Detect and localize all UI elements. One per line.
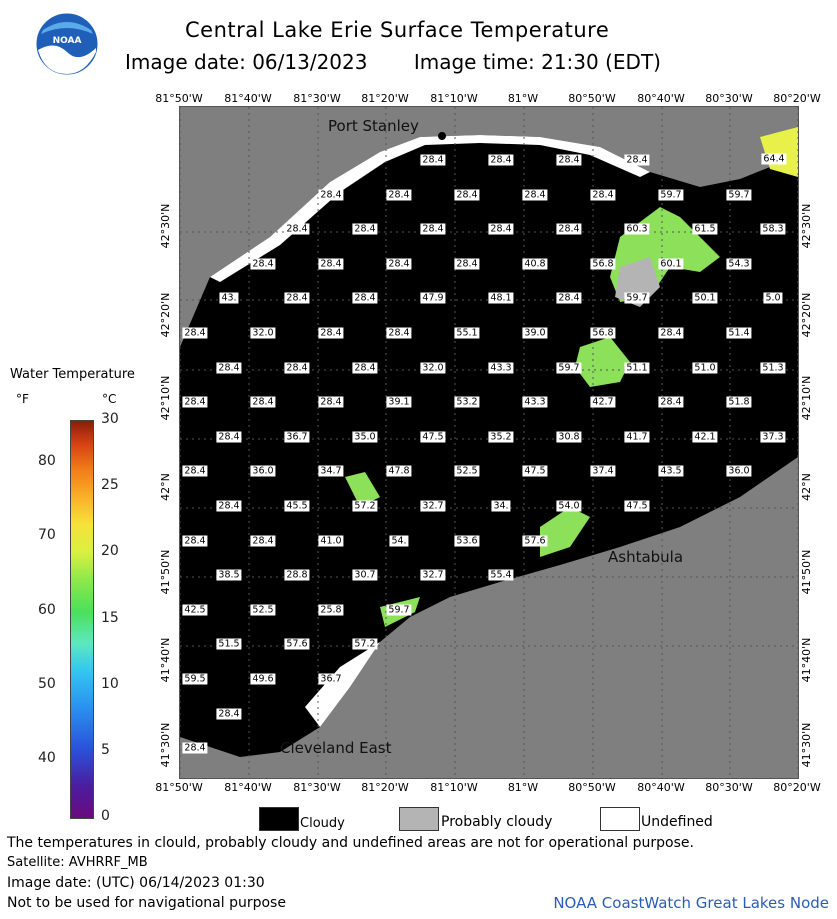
temperature-value: 60.1 — [660, 258, 682, 270]
temperature-value: 36.0 — [252, 465, 274, 477]
temperature-value: 34. — [493, 500, 509, 512]
temperature-colorbar — [70, 420, 94, 819]
navigation-warning: Not to be used for navigational purpose — [7, 895, 286, 911]
longitude-label-bottom: 81°20'W — [361, 781, 409, 794]
temperature-value: 28.4 — [184, 535, 206, 547]
temperature-value: 60.3 — [626, 223, 648, 235]
temperature-value: 28.4 — [184, 396, 206, 408]
satellite-text: Satellite: AVHRRF_MB — [7, 855, 148, 870]
latitude-label-right: 41°30'N — [800, 722, 813, 768]
latitude-label-left: 41°50'N — [159, 549, 172, 595]
longitude-label-bottom: 80°50'W — [568, 781, 616, 794]
longitude-label-top: 80°40'W — [637, 92, 685, 105]
temperature-value: 34.7 — [320, 465, 342, 477]
legend-title: Water Temperature — [10, 367, 135, 382]
longitude-label-top: 81°30'W — [293, 92, 341, 105]
temperature-value: 36.7 — [286, 431, 308, 443]
longitude-label-top: 80°50'W — [568, 92, 616, 105]
temperature-value: 28.4 — [388, 258, 410, 270]
temperature-value: 28.4 — [558, 292, 580, 304]
temperature-value: 41.7 — [626, 431, 648, 443]
disclaimer-text: The temperatures in clould, probably cloudy and undefined areas are not for operational purpose. — [7, 835, 694, 851]
temperature-value: 42.7 — [592, 396, 614, 408]
temperature-value: 41.0 — [320, 535, 342, 547]
longitude-label-top: 81°40'W — [224, 92, 272, 105]
temperature-value: 57.2 — [354, 638, 376, 650]
temperature-value: 25.8 — [320, 604, 342, 616]
temperature-value: 28.8 — [286, 569, 308, 581]
temperature-value: 28.4 — [354, 362, 376, 374]
image-date: Image date: 06/13/2023 — [125, 50, 368, 74]
temperature-value: 28.4 — [422, 223, 444, 235]
temperature-value: 28.4 — [524, 189, 546, 201]
temperature-value: 28.4 — [218, 431, 240, 443]
fahrenheit-tick: 70 — [38, 527, 56, 543]
temperature-value: 42.5 — [184, 604, 206, 616]
place-cleveland-east: Cleveland East — [280, 739, 392, 757]
place-port-stanley: Port Stanley — [328, 117, 419, 135]
temperature-value: 52.5 — [252, 604, 274, 616]
celsius-tick: 20 — [101, 543, 119, 560]
temperature-value: 35.2 — [490, 431, 512, 443]
key-undefined-swatch — [600, 807, 640, 831]
latitude-label-right: 41°40'N — [800, 637, 813, 683]
temperature-value: 57.6 — [524, 535, 546, 547]
temperature-value: 28.4 — [184, 327, 206, 339]
latitude-label-right: 42°20'N — [800, 292, 813, 338]
key-cloudy-label: Cloudy — [300, 816, 345, 831]
temperature-value: 28.4 — [286, 223, 308, 235]
temperature-value: 30.8 — [558, 431, 580, 443]
temperature-value: 28.4 — [490, 223, 512, 235]
temperature-value: 28.4 — [252, 535, 274, 547]
temperature-value: 28.4 — [320, 258, 342, 270]
temperature-value: 36.7 — [320, 673, 342, 685]
longitude-label-top: 80°20'W — [773, 92, 821, 105]
latitude-label-right: 41°50'N — [800, 549, 813, 595]
temperature-value: 53.6 — [456, 535, 478, 547]
temperature-value: 47.5 — [524, 465, 546, 477]
temperature-value: 40.8 — [524, 258, 546, 270]
corner-temperature: 64.4 — [763, 153, 785, 165]
image-time: Image time: 21:30 (EDT) — [413, 50, 661, 74]
temperature-value: 54.3 — [728, 258, 750, 270]
temperature-value: 51.8 — [728, 396, 750, 408]
date-line — [125, 50, 701, 74]
temperature-value: 32.7 — [422, 500, 444, 512]
temperature-value: 28.4 — [660, 327, 682, 339]
latitude-label-left: 42°N — [159, 473, 172, 501]
temperature-value: 43.3 — [524, 396, 546, 408]
latitude-label-left: 42°20'N — [159, 292, 172, 338]
map-panel — [179, 106, 799, 779]
temperature-value: 49.6 — [252, 673, 274, 685]
temperature-value: 47.5 — [422, 431, 444, 443]
temperature-value: 47.5 — [626, 500, 648, 512]
temperature-value: 61.5 — [694, 223, 716, 235]
temperature-value: 28.4 — [558, 154, 580, 166]
temperature-value: 59.7 — [660, 189, 682, 201]
temperature-value: 28.4 — [320, 189, 342, 201]
temperature-value: 51.3 — [762, 362, 784, 374]
temperature-value: 43. — [221, 292, 237, 304]
temperature-value: 37.3 — [762, 431, 784, 443]
temperature-value: 54.0 — [558, 500, 580, 512]
temperature-value: 5.0 — [765, 292, 781, 304]
celsius-tick: 0 — [101, 808, 110, 825]
temperature-value: 28.4 — [592, 189, 614, 201]
latitude-label-right: 42°10'N — [800, 375, 813, 421]
temperature-value: 28.4 — [252, 396, 274, 408]
latitude-label-left: 41°40'N — [159, 637, 172, 683]
temperature-value: 55.4 — [490, 569, 512, 581]
temperature-value: 48.1 — [490, 292, 512, 304]
celsius-tick: 25 — [101, 477, 119, 494]
longitude-label-top: 81°W — [507, 92, 539, 105]
temperature-value: 59.7 — [558, 362, 580, 374]
temperature-value: 32.0 — [422, 362, 444, 374]
longitude-label-bottom: 80°40'W — [637, 781, 685, 794]
latitude-label-left: 42°10'N — [159, 375, 172, 421]
latitude-label-right: 42°30'N — [800, 203, 813, 249]
longitude-label-top: 81°10'W — [430, 92, 478, 105]
temperature-value: 39.0 — [524, 327, 546, 339]
temperature-value: 52.5 — [456, 465, 478, 477]
temperature-value: 56.8 — [592, 258, 614, 270]
temperature-value: 28.4 — [456, 189, 478, 201]
temperature-value: 28.4 — [354, 292, 376, 304]
temperature-value: 28.4 — [252, 258, 274, 270]
temperature-value: 28.4 — [218, 708, 240, 720]
temperature-value: 51.1 — [626, 362, 648, 374]
key-probably-cloudy-label: Probably cloudy — [441, 814, 553, 830]
longitude-label-top: 81°50'W — [155, 92, 203, 105]
temperature-value: 30.7 — [354, 569, 376, 581]
temperature-value: 28.4 — [286, 362, 308, 374]
temperature-value: 42.1 — [694, 431, 716, 443]
temperature-value: 28.4 — [490, 154, 512, 166]
fahrenheit-tick: 50 — [38, 676, 56, 692]
temperature-value: 47.8 — [388, 465, 410, 477]
temperature-value: 39.1 — [388, 396, 410, 408]
longitude-label-bottom: 80°20'W — [773, 781, 821, 794]
fahrenheit-tick: 60 — [38, 602, 56, 618]
credit-text: NOAA CoastWatch Great Lakes Node — [553, 894, 829, 912]
temperature-value: 43.3 — [490, 362, 512, 374]
temperature-value: 35.0 — [354, 431, 376, 443]
temperature-value: 28.4 — [184, 465, 206, 477]
temperature-value: 28.4 — [320, 327, 342, 339]
temperature-value: 59.5 — [184, 673, 206, 685]
temperature-value: 28.4 — [320, 396, 342, 408]
temperature-value: 59.7 — [626, 292, 648, 304]
temperature-value: 53.2 — [456, 396, 478, 408]
unit-fahrenheit: °F — [16, 392, 29, 406]
temperature-value: 51.0 — [694, 362, 716, 374]
temperature-value: 28.4 — [660, 396, 682, 408]
temperature-value: 28.4 — [218, 500, 240, 512]
temperature-value: 32.7 — [422, 569, 444, 581]
temperature-value: 59.7 — [388, 604, 410, 616]
longitude-label-top: 80°30'W — [705, 92, 753, 105]
temperature-value: 28.4 — [558, 223, 580, 235]
temperature-value: 54. — [391, 535, 407, 547]
temperature-value: 57.2 — [354, 500, 376, 512]
celsius-tick: 15 — [101, 609, 119, 626]
temperature-value: 28.4 — [184, 742, 206, 754]
page-title: Central Lake Erie Surface Temperature — [185, 18, 610, 42]
temperature-value: 36.0 — [728, 465, 750, 477]
key-cloudy-swatch — [259, 807, 299, 831]
longitude-label-bottom: 81°W — [507, 781, 539, 794]
key-probably-cloudy-swatch — [399, 807, 439, 831]
latitude-label-left: 41°30'N — [159, 722, 172, 768]
longitude-label-bottom: 81°30'W — [293, 781, 341, 794]
temperature-value: 28.4 — [456, 258, 478, 270]
temperature-value: 28.4 — [354, 223, 376, 235]
celsius-tick: 5 — [101, 742, 110, 758]
longitude-label-bottom: 81°50'W — [155, 781, 203, 794]
temperature-value: 56.8 — [592, 327, 614, 339]
celsius-tick: 30 — [101, 411, 119, 427]
unit-celsius: °C — [102, 392, 117, 406]
port-stanley-marker — [438, 132, 446, 140]
latitude-label-right: 42°N — [800, 473, 813, 501]
longitude-label-bottom: 80°30'W — [705, 781, 753, 794]
latitude-label-left: 42°30'N — [159, 203, 172, 249]
longitude-label-top: 81°20'W — [361, 92, 409, 105]
fahrenheit-tick: 80 — [38, 453, 56, 469]
temperature-value: 32.0 — [252, 327, 274, 339]
temperature-value: 51.5 — [218, 638, 240, 650]
temperature-value: 43.5 — [660, 465, 682, 477]
temperature-value: 55.1 — [456, 327, 478, 339]
temperature-value: 28.4 — [388, 189, 410, 201]
temperature-value: 50.1 — [694, 292, 716, 304]
temperature-value: 28.4 — [388, 327, 410, 339]
noaa-logo — [35, 12, 99, 76]
longitude-label-bottom: 81°40'W — [224, 781, 272, 794]
logo-text: NOAA — [52, 36, 82, 46]
temperature-value: 28.4 — [626, 154, 648, 166]
utc-date-text: Image date: (UTC) 06/14/2023 01:30 — [7, 875, 265, 891]
temperature-value: 28.4 — [422, 154, 444, 166]
key-undefined-label: Undefined — [641, 814, 713, 830]
place-ashtabula: Ashtabula — [608, 548, 684, 566]
longitude-label-bottom: 81°10'W — [430, 781, 478, 794]
temperature-value: 58.3 — [762, 223, 784, 235]
temperature-value: 45.5 — [286, 500, 308, 512]
fahrenheit-tick: 40 — [38, 750, 56, 766]
temperature-value: 57.6 — [286, 638, 308, 650]
temperature-value: 28.4 — [286, 292, 308, 304]
temperature-value: 28.4 — [218, 362, 240, 374]
temperature-value: 51.4 — [728, 327, 750, 339]
temperature-value: 38.5 — [218, 569, 240, 581]
temperature-value: 37.4 — [592, 465, 614, 477]
celsius-tick: 10 — [101, 675, 119, 692]
temperature-value: 59.7 — [728, 189, 750, 201]
temperature-value: 47.9 — [422, 292, 444, 304]
